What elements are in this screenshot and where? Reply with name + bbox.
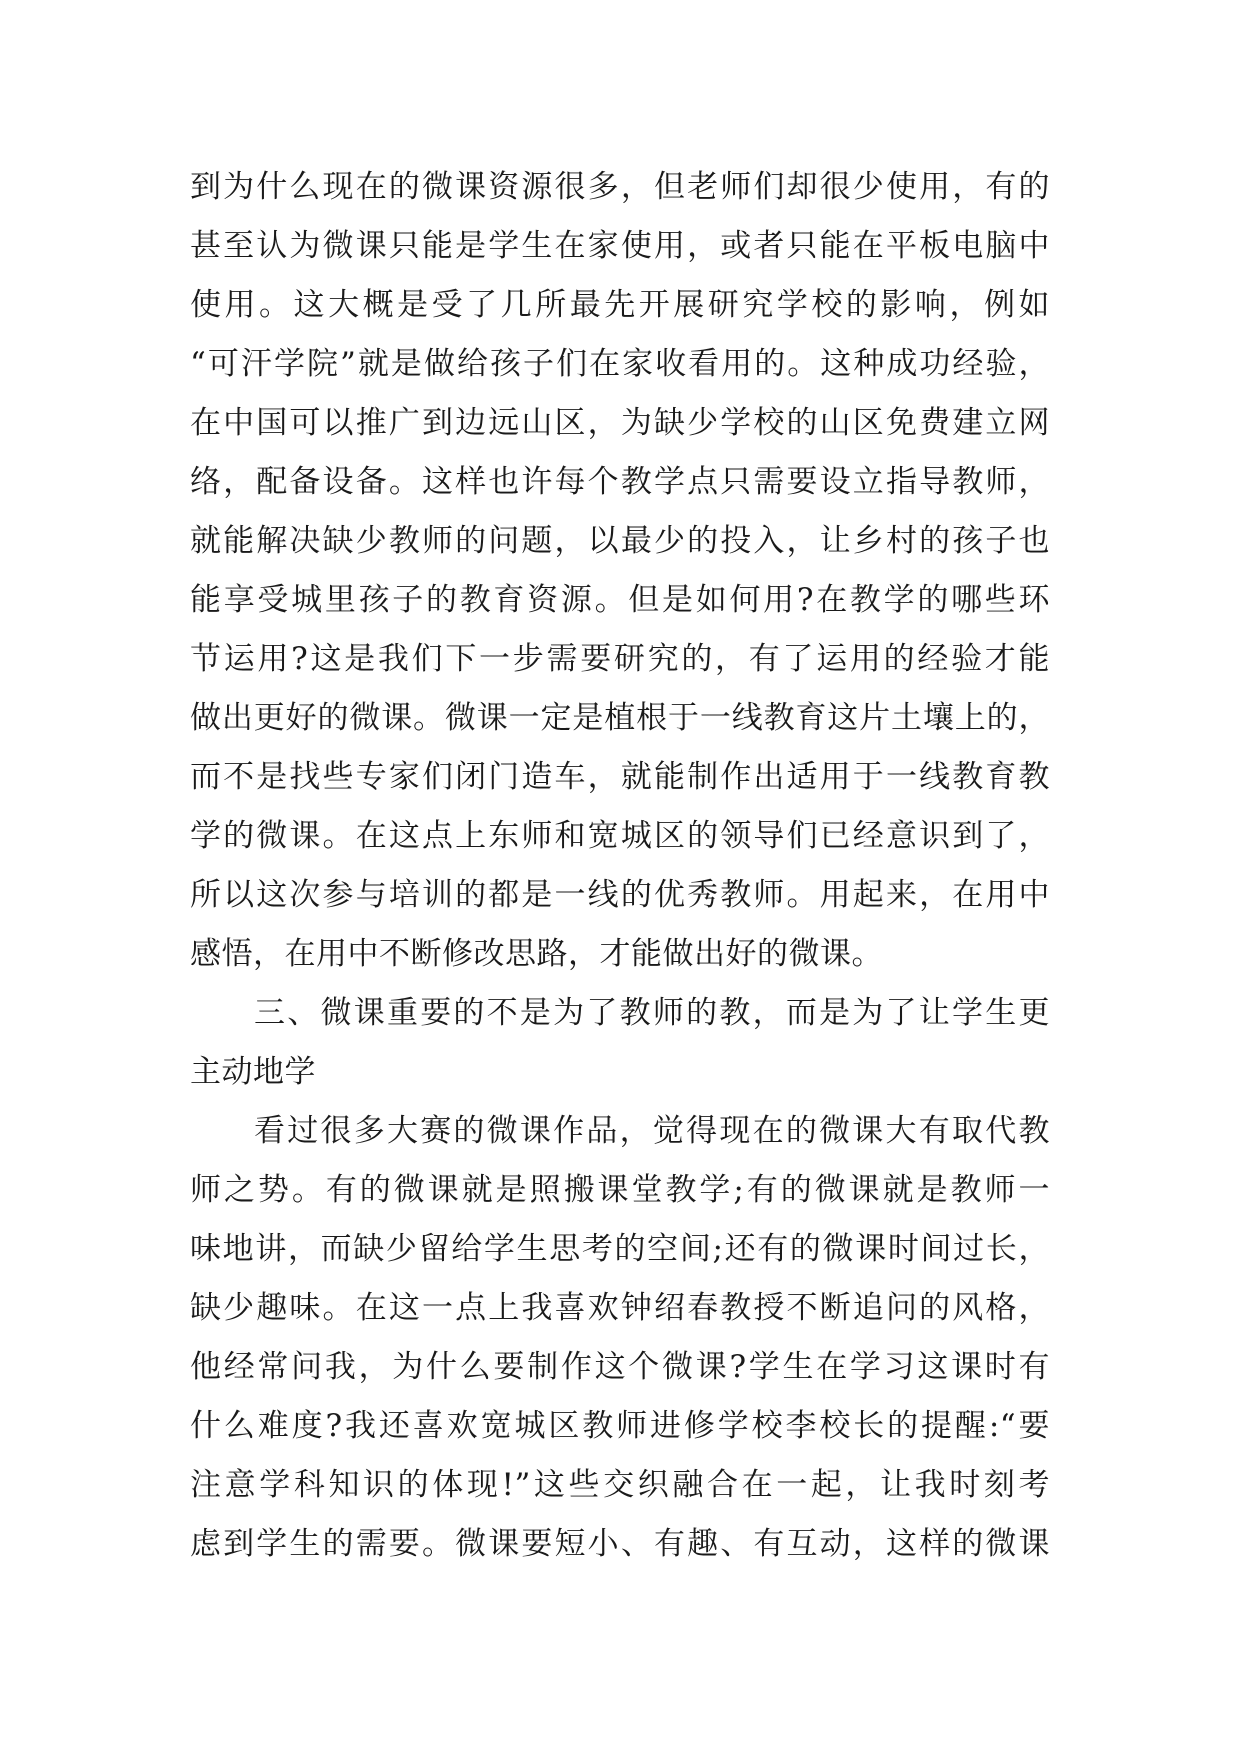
section-heading-line: 三、微课重要的不是为了教师的教，而是为了让学生更 bbox=[254, 995, 1050, 1031]
text-line: 所以这次参与培训的都是一线的优秀教师。用起来，在用中 bbox=[190, 877, 1050, 913]
text-line: 味地讲，而缺少留给学生思考的空间;还有的微课时间过长， bbox=[190, 1231, 1050, 1267]
text-line: 就能解决缺少教师的问题，以最少的投入，让乡村的孩子也 bbox=[190, 523, 1050, 559]
text-line: 使用。这大概是受了几所最先开展研究学校的影响，例如 bbox=[190, 287, 1050, 323]
text-line: 节运用?这是我们下一步需要研究的，有了运用的经验才能 bbox=[190, 641, 1050, 677]
text-line: 他经常问我，为什么要制作这个微课?学生在学习这课时有 bbox=[190, 1349, 1050, 1385]
text-line: 师之势。有的微课就是照搬课堂教学;有的微课就是教师一 bbox=[190, 1172, 1050, 1208]
text-line: 而不是找些专家们闭门造车，就能制作出适用于一线教育教 bbox=[190, 759, 1050, 795]
text-line: 注意学科知识的体现!”这些交织融合在一起，让我时刻考 bbox=[190, 1467, 1050, 1503]
text-line: 甚至认为微课只能是学生在家使用，或者只能在平板电脑中 bbox=[190, 228, 1050, 264]
body-text bbox=[190, 158, 1050, 1574]
text-line: 学的微课。在这点上东师和宽城区的领导们已经意识到了， bbox=[190, 818, 1050, 854]
text-line: 虑到学生的需要。微课要短小、有趣、有互动，这样的微课 bbox=[190, 1526, 1050, 1562]
text-line: 缺少趣味。在这一点上我喜欢钟绍春教授不断追问的风格， bbox=[190, 1290, 1050, 1326]
section-heading-line: 主动地学 bbox=[190, 1054, 316, 1090]
text-line: 络，配备设备。这样也许每个教学点只需要设立指导教师， bbox=[190, 464, 1050, 500]
text-line: 到为什么现在的微课资源很多，但老师们却很少使用，有的 bbox=[190, 169, 1050, 205]
text-line: “可汗学院”就是做给孩子们在家收看用的。这种成功经验， bbox=[190, 346, 1050, 382]
text-line: 看过很多大赛的微课作品，觉得现在的微课大有取代教 bbox=[254, 1113, 1050, 1149]
text-line: 做出更好的微课。微课一定是植根于一线教育这片土壤上的， bbox=[190, 700, 1050, 736]
text-line: 在中国可以推广到边远山区，为缺少学校的山区免费建立网 bbox=[190, 405, 1050, 441]
text-line: 什么难度?我还喜欢宽城区教师进修学校李校长的提醒:“要 bbox=[190, 1408, 1050, 1444]
text-line: 感悟，在用中不断修改思路，才能做出好的微课。 bbox=[190, 936, 883, 972]
text-line: 能享受城里孩子的教育资源。但是如何用?在教学的哪些环 bbox=[190, 582, 1050, 618]
